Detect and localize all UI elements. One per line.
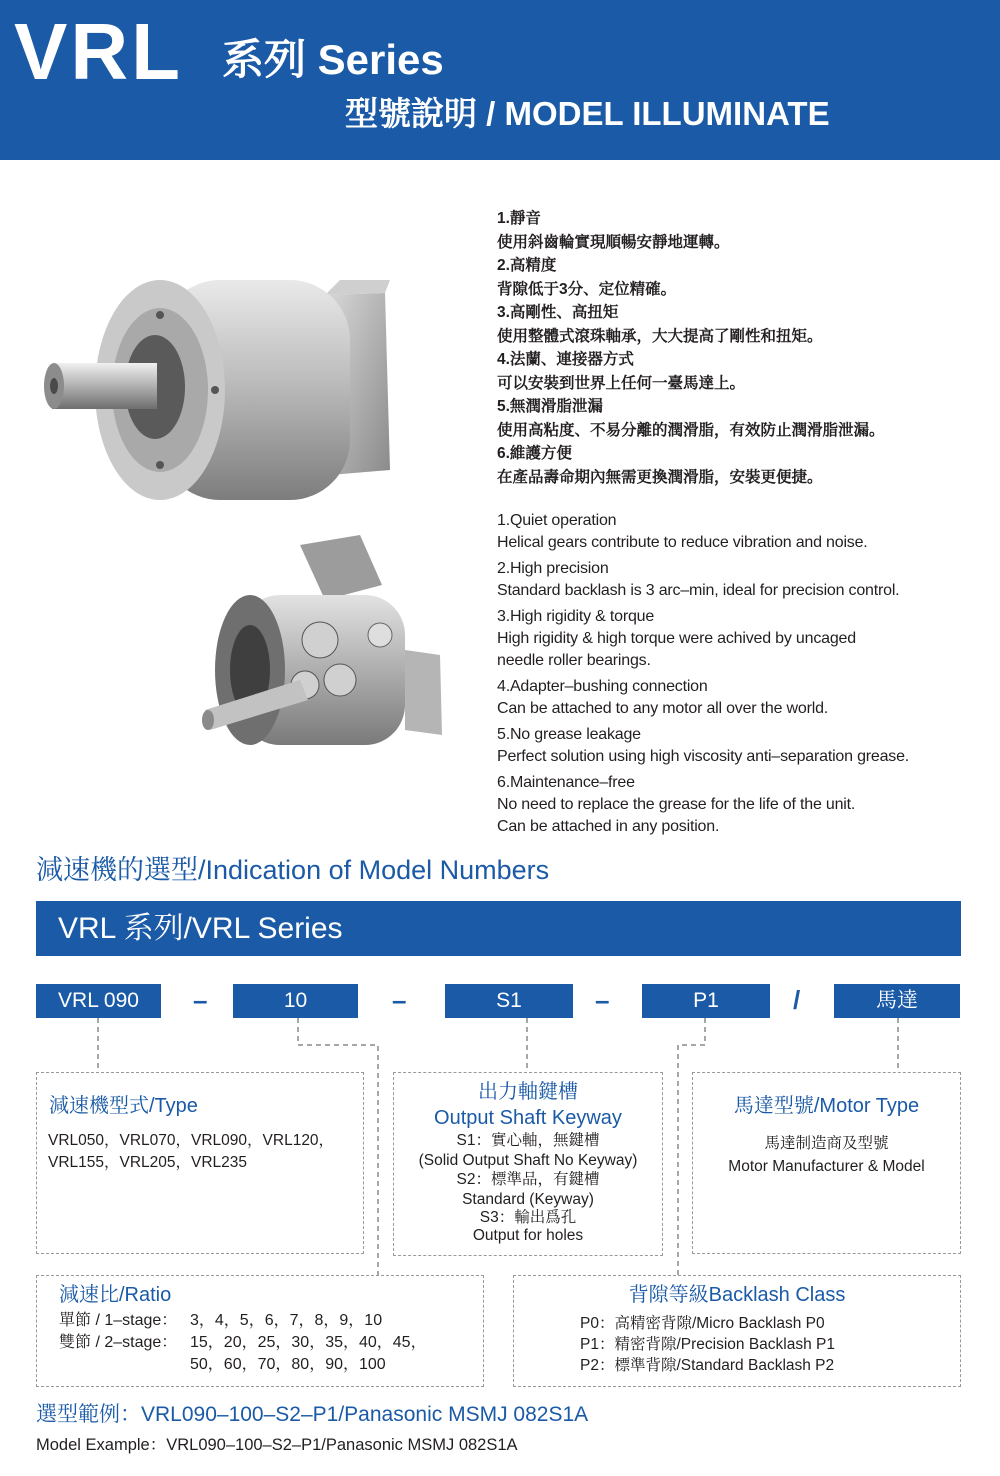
- shaft-title-zh: 出力軸鍵槽: [478, 1081, 578, 1103]
- backlash-title: 背隙等級Backlash Class: [628, 1284, 846, 1306]
- feature-en-line: 2.High precision: [497, 560, 609, 577]
- feature-zh-line: 5.無潤滑脂泄漏: [497, 398, 603, 415]
- model-example-en: Model Example：VRL090–100–S2–P1/Panasonic MSMJ 082S1A: [36, 1436, 518, 1454]
- feature-zh-line: 6.維護方便: [497, 445, 572, 462]
- motor-line: 馬達制造商及型號: [764, 1135, 889, 1152]
- feature-en-line: Can be attached in any position.: [497, 818, 720, 835]
- ratio-box: [36, 1275, 484, 1387]
- feature-zh-line: 4.法蘭、連接器方式: [497, 351, 634, 368]
- feature-en-line: High rigidity & high torque were achived by uncaged: [497, 630, 856, 647]
- feature-zh-line: 1.靜音: [497, 210, 541, 227]
- feature-zh-line: 背隙低于3分、定位精確。: [497, 280, 677, 298]
- feature-en-line: needle roller bearings.: [497, 652, 651, 669]
- motor-type-box: [692, 1072, 961, 1254]
- shaft-line: Output for holes: [472, 1227, 584, 1244]
- feature-en-line: 6.Maintenance–free: [497, 774, 635, 791]
- header-subtitle: 型號說明 / MODEL ILLUMINATE: [345, 95, 830, 132]
- model-example-zh: 選型範例：VRL090–100–S2–P1/Panasonic MSMJ 082S1A: [36, 1403, 589, 1426]
- feature-zh-line: 使用整體式滾珠軸承，大大提高了剛性和扭矩。: [497, 327, 823, 345]
- type-box: [36, 1072, 364, 1254]
- ratio-stage2-label: 雙節 / 2–stage：: [59, 1334, 178, 1351]
- feature-zh-line: 2.高精度: [497, 257, 557, 274]
- shaft-line: Standard (Keyway): [462, 1190, 594, 1208]
- code-dash: –: [193, 985, 208, 1015]
- code-motor-box: 馬達: [834, 984, 960, 1018]
- motor-title: 馬達型號/Motor Type: [733, 1095, 920, 1117]
- ratio-stage1-values: 3，4，5，6，7，8，9，10: [190, 1312, 383, 1329]
- feature-zh-line: 使用高粘度、不易分離的潤滑脂，有效防止潤滑脂泄漏。: [497, 421, 885, 439]
- code-dash: –: [595, 985, 610, 1015]
- feature-en-line: No need to replace the grease for the life of the unit.: [497, 796, 856, 813]
- feature-en-line: 5.No grease leakage: [497, 726, 641, 743]
- ratio-stage2-values: 50，60，70，80，90，100: [190, 1356, 386, 1373]
- shaft-line: S2：標準品，有鍵槽: [456, 1171, 600, 1188]
- feature-en-line: Helical gears contribute to reduce vibration and noise.: [497, 534, 868, 551]
- feature-en-line: 4.Adapter–bushing connection: [497, 678, 708, 695]
- series-title: VRL 系列/VRL Series: [58, 912, 343, 945]
- feature-zh-line: 在產品壽命期內無需更換潤滑脂，安裝更便捷。: [497, 468, 823, 486]
- feature-en-line: 3.High rigidity & torque: [497, 608, 655, 625]
- feature-en-line: 1.Quiet operation: [497, 512, 617, 529]
- feature-en-line: Can be attached to any motor all over the world.: [497, 700, 829, 717]
- type-line: VRL155，VRL205，VRL235: [48, 1154, 248, 1171]
- shaft-line: S3：輸出爲孔: [479, 1209, 577, 1226]
- ratio-title: 減速比/Ratio: [59, 1284, 172, 1306]
- shaft-title-en: Output Shaft Keyway: [434, 1107, 622, 1129]
- series-code: VRL: [14, 7, 183, 96]
- backlash-class-box: [513, 1275, 961, 1387]
- shaft-line: S1：實心軸，無鍵槽: [456, 1132, 600, 1149]
- code-backlash-box: P1: [642, 984, 770, 1018]
- ratio-stage1-label: 單節 / 1–stage：: [59, 1312, 178, 1329]
- feature-zh-line: 可以安裝到世界上任何一臺馬達上。: [497, 374, 746, 392]
- code-shaft-box: S1: [445, 984, 573, 1018]
- feature-zh-line: 使用斜齒輪實現順暢安靜地運轉。: [497, 233, 730, 251]
- code-type-box: VRL 090: [36, 984, 161, 1018]
- code-ratio-box: 10: [233, 984, 358, 1018]
- backlash-line: P0：高精密背隙/Micro Backlash P0: [580, 1315, 825, 1332]
- feature-en-line: Standard backlash is 3 arc–min, ideal for precision control.: [497, 582, 900, 599]
- motor-line: Motor Manufacturer & Model: [728, 1158, 925, 1175]
- shaft-keyway-box: [393, 1072, 663, 1256]
- ratio-stage2-values: 15，20，25，30，35，40，45，: [190, 1334, 427, 1351]
- type-title: 減速機型式/Type: [49, 1095, 198, 1117]
- backlash-line: P2：標準背隙/Standard Backlash P2: [580, 1357, 835, 1374]
- section-title: 減速機的選型/Indication of Model Numbers: [36, 855, 550, 885]
- type-line: VRL050，VRL070，VRL090，VRL120，: [48, 1132, 335, 1149]
- series-label: 系列 Series: [222, 36, 444, 83]
- feature-en-line: Perfect solution using high viscosity anti–separation grease.: [497, 748, 910, 765]
- code-slash: /: [793, 985, 801, 1015]
- code-dash: –: [392, 985, 407, 1015]
- shaft-line: (Solid Output Shaft No Keyway): [418, 1151, 638, 1169]
- feature-zh-line: 3.高剛性、高扭矩: [497, 304, 619, 321]
- backlash-line: P1：精密背隙/Precision Backlash P1: [580, 1336, 835, 1353]
